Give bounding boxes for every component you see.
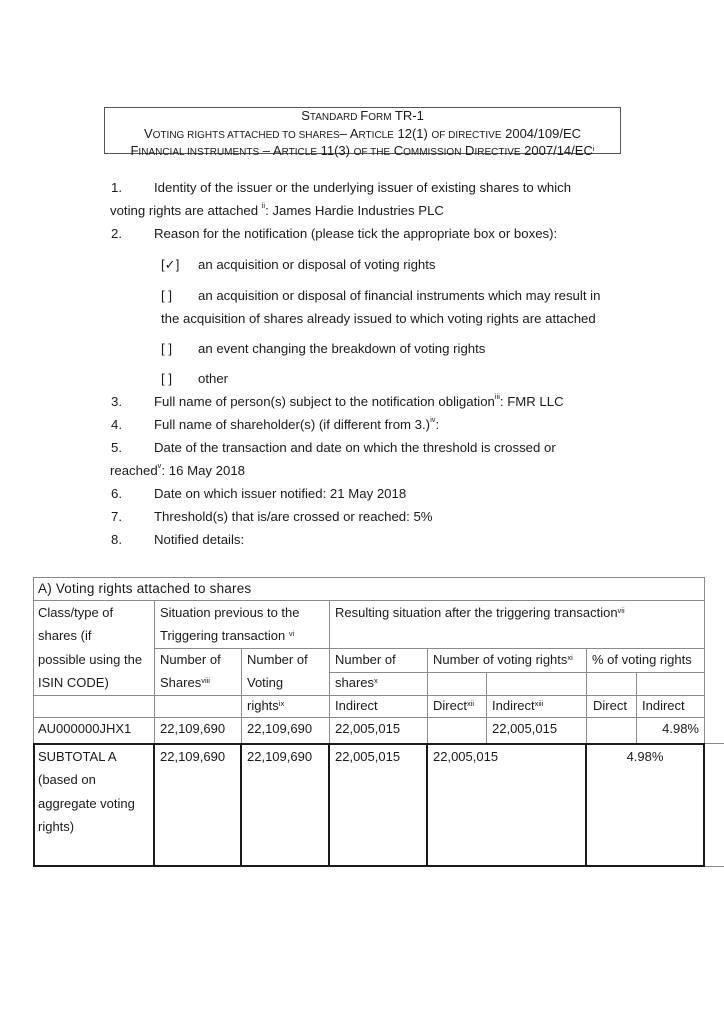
item-3-text: Full name of person(s) subject to the notification obligation$^{iii}$: FMR LLC [154, 392, 564, 409]
subtotal-label-line4: rights) [38, 819, 75, 834]
class-header-line1: Class/type of [38, 605, 114, 620]
reason-label-other: other [198, 371, 229, 386]
pct-direct-header: Direct [593, 698, 627, 713]
item-5-date: reached$^v$: 16 May 2018 [110, 461, 245, 478]
row-pct-indirect: 4.98% [662, 721, 699, 736]
subtotal-pct: 4.98% [626, 749, 664, 764]
reason-checkbox-event[interactable]: [ ] [161, 341, 172, 356]
prev-situation-header-line2: Triggering transaction $^{vi}$ [160, 628, 295, 643]
subtotal-res-shares: 22,005,015 [335, 749, 401, 764]
subtotal-border [153, 743, 155, 867]
reason-label-event: an event changing the breakdown of voting rights [198, 341, 486, 356]
table-border [154, 600, 155, 744]
table-border [586, 648, 587, 744]
res-voting-header: Number of voting rights$^{xi}$ [433, 652, 573, 667]
item-1-number: 1. [111, 180, 122, 195]
item-3-number: 3. [111, 394, 122, 409]
subtotal-prev-voting: 22,109,690 [247, 749, 313, 764]
item-7-text: Threshold(s) that is/are crossed or reached: 5% [154, 509, 433, 524]
table-border [427, 648, 428, 744]
voting-indirect-header: Indirect$^{xiii}$ [492, 698, 544, 713]
subtotal-border [33, 743, 35, 867]
subtotal-border [328, 743, 330, 867]
class-header-line2: shares (if [38, 628, 92, 643]
prev-voting-header-line3: rights$^{ix}$ [247, 698, 285, 713]
reason-label-voting-rights: an acquisition or disposal of voting rights [198, 257, 436, 272]
subtotal-label-line3: aggregate voting [38, 796, 135, 811]
item-8-text: Notified details: [154, 532, 245, 547]
prev-shares-header: Number of [160, 652, 221, 667]
res-shares-header-line2: shares$^x$ [335, 675, 378, 690]
item-1-text: Identity of the issuer or the underlying issuer of existing shares to which [154, 180, 572, 195]
class-header-line3: possible using the [38, 652, 143, 667]
item-4-number: 4. [111, 417, 122, 432]
subtotal-voting: 22,005,015 [433, 749, 499, 764]
table-border [329, 600, 330, 744]
subtotal-border [240, 743, 242, 867]
row-res-shares-indirect: 22,005,015 [335, 721, 401, 736]
form-title: STANDARD FORM TR-1 [301, 108, 424, 123]
row-voting-indirect: 22,005,015 [492, 721, 558, 736]
table-border [705, 866, 724, 867]
reason-checkbox-other[interactable]: [ ] [161, 371, 172, 386]
prev-situation-header: Situation previous to the [160, 605, 300, 620]
class-header-line4: ISIN CODE) [38, 675, 109, 690]
pct-indirect-header: Indirect [642, 698, 685, 713]
subtotal-border [33, 865, 705, 867]
item-8-number: 8. [111, 532, 122, 547]
table-border [329, 672, 705, 673]
row-isin: AU000000JHX1 [38, 721, 132, 736]
subtotal-prev-shares: 22,109,690 [160, 749, 226, 764]
item-7-number: 7. [111, 509, 122, 524]
res-pct-header: % of voting rights [592, 652, 692, 667]
form-subtitle-financial-instruments: FINANCIAL INSTRUMENTS – ARTICLE 11(3) OF THE COMMISSION DIRECTIVE $2007/14/EC^i$ [130, 143, 595, 158]
item-4-text: Full name of shareholder(s) (if different from 3.)$^{iv}$: [154, 415, 440, 432]
subtotal-label-line2: (based on [38, 772, 96, 787]
table-border [486, 672, 487, 744]
resulting-situation-header: Resulting situation after the triggering transaction$^{vii}$ [335, 605, 625, 620]
reason-checkbox-financial-instruments[interactable]: [ ] [161, 288, 172, 303]
prev-voting-header: Number of [247, 652, 308, 667]
item-1-issuer: voting rights are attached $^{ii}$: James Hardie Industries PLC [110, 201, 444, 218]
row-prev-voting: 22,109,690 [247, 721, 313, 736]
table-border [705, 743, 724, 744]
subtotal-label-line1: SUBTOTAL A [38, 749, 117, 764]
table-border [704, 577, 705, 744]
row-prev-shares: 22,109,690 [160, 721, 226, 736]
prev-voting-header-line2: Voting [247, 675, 284, 690]
item-5-number: 5. [111, 440, 122, 455]
item-5-text: Date of the transaction and date on which the threshold is crossed or [154, 440, 556, 455]
item-6-number: 6. [111, 486, 122, 501]
item-2-number: 2. [111, 226, 122, 241]
reason-checkbox-voting-rights[interactable]: [✓] [161, 257, 180, 272]
res-shares-indirect-header: Indirect [335, 698, 378, 713]
voting-direct-header: Direct$^{xii}$ [433, 698, 475, 713]
subtotal-border [703, 743, 705, 867]
form-subtitle-voting-rights: VOTING RIGHTS ATTACHED TO SHARES– ARTICLE 12(1) OF DIRECTIVE 2004/109/EC [143, 125, 582, 141]
prev-shares-header-line2: Shares$^{viii}$ [160, 675, 210, 690]
reason-label-financial-instruments-cont: the acquisition of shares already issued to which voting rights are attached [161, 311, 596, 326]
table-border [33, 577, 34, 744]
item-2-text: Reason for the notification (please tick the appropriate box or boxes): [154, 226, 558, 241]
table-title: A) Voting rights attached to shares [38, 581, 252, 596]
item-6-text: Date on which issuer notified: 21 May 2018 [154, 486, 407, 501]
form-title-box [104, 107, 621, 158]
res-shares-header: Number of [335, 652, 396, 667]
reason-label-financial-instruments: an acquisition or disposal of financial instruments which may result in [198, 288, 601, 303]
subtotal-border [426, 743, 428, 867]
table-border [241, 648, 242, 744]
